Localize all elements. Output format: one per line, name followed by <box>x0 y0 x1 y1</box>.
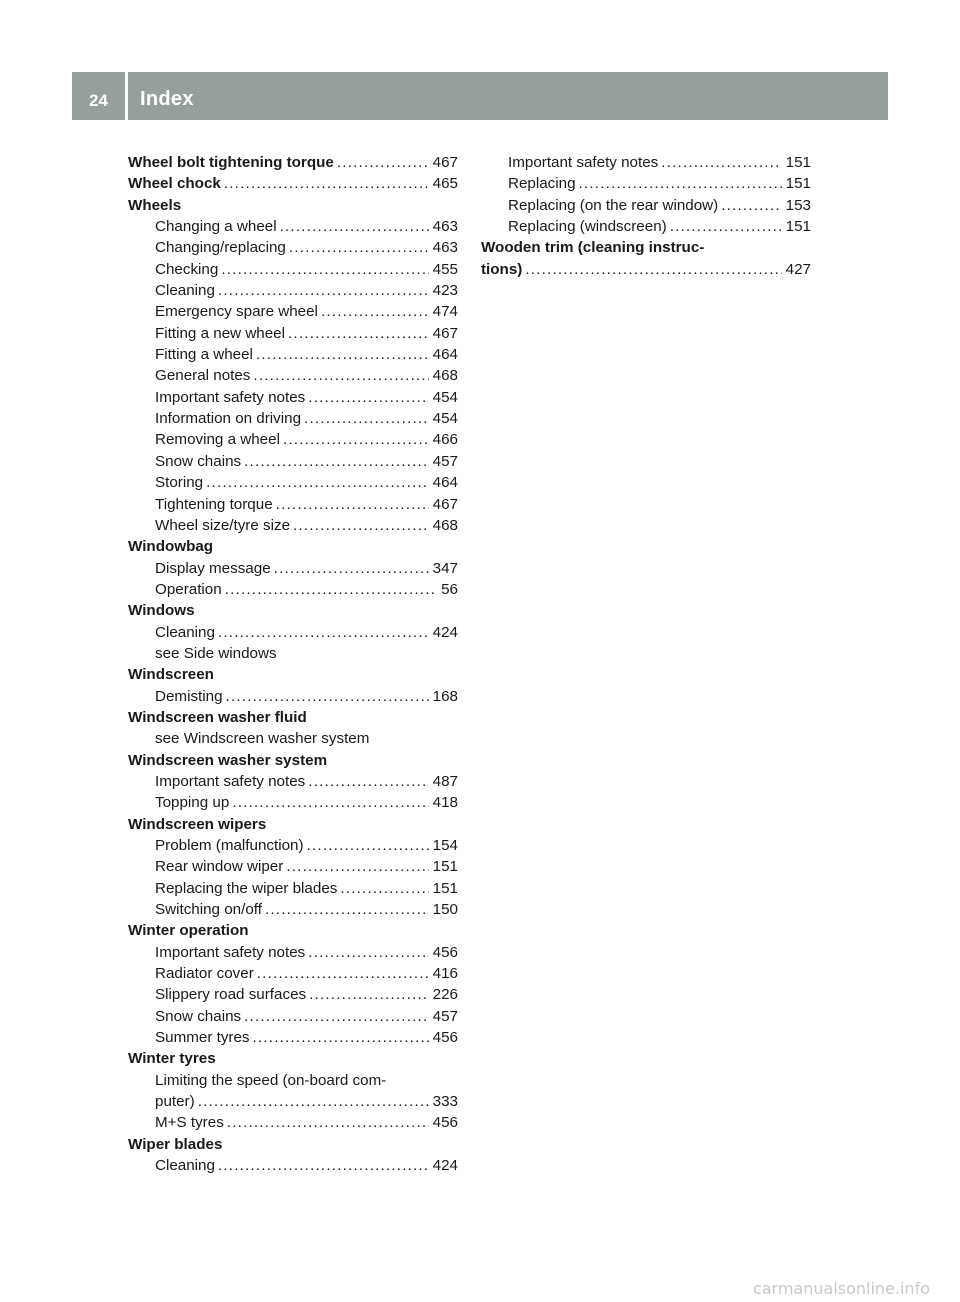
leader-dots <box>232 792 428 813</box>
index-subentry[interactable] <box>128 237 458 258</box>
leader-dots <box>308 387 428 408</box>
leader-dots <box>226 686 429 707</box>
page-reference[interactable]: 151 <box>785 218 811 236</box>
entry-label: Fitting a wheel <box>155 346 253 364</box>
page-reference[interactable]: 474 <box>432 303 458 321</box>
index-subentry[interactable] <box>128 878 458 899</box>
entry-label: Windowbag <box>128 538 214 556</box>
entry-label: Radiator cover <box>155 965 254 983</box>
entry-label: Windscreen <box>128 666 214 684</box>
leader-dots <box>288 323 429 344</box>
index-subentry[interactable] <box>128 792 458 813</box>
page-reference[interactable]: 347 <box>432 559 458 577</box>
index-subentry <box>128 1070 458 1091</box>
index-subentry[interactable] <box>481 173 811 194</box>
header-bar <box>72 72 888 120</box>
page-reference[interactable]: 424 <box>432 623 458 641</box>
page-reference[interactable]: 456 <box>432 1029 458 1047</box>
index-heading <box>481 237 811 258</box>
leader-dots <box>257 963 429 984</box>
entry-label: Windscreen wipers <box>128 815 267 833</box>
index-subentry[interactable] <box>128 984 458 1005</box>
index-subentry[interactable] <box>128 344 458 365</box>
index-subentry[interactable] <box>481 195 811 216</box>
entry-label: Replacing (windscreen) <box>508 218 667 236</box>
entry-label: Removing a wheel <box>155 431 280 449</box>
page-reference[interactable]: 454 <box>432 410 458 428</box>
index-heading <box>128 600 458 621</box>
entry-label: Replacing (on the rear window) <box>508 196 719 214</box>
page-reference[interactable]: 454 <box>432 388 458 406</box>
index-subentry <box>128 643 458 664</box>
page-reference[interactable]: 150 <box>432 901 458 919</box>
entry-label: Changing a wheel <box>155 218 277 236</box>
leader-dots <box>286 856 428 877</box>
entry-label: Winter operation <box>128 922 249 940</box>
entry-label: puter) <box>155 1093 195 1111</box>
page-reference[interactable]: 465 <box>432 175 458 193</box>
entry-label: Display message <box>155 559 271 577</box>
page-reference[interactable]: 424 <box>432 1157 458 1175</box>
page-reference[interactable]: 456 <box>432 943 458 961</box>
leader-dots <box>309 984 429 1005</box>
leader-dots <box>304 408 429 429</box>
leader-dots <box>198 1091 429 1112</box>
index-subentry[interactable] <box>128 472 458 493</box>
entry-label: Changing/replacing <box>155 239 286 257</box>
page-reference[interactable]: 168 <box>432 687 458 705</box>
entry-label: Emergency spare wheel <box>155 303 318 321</box>
index-subentry[interactable] <box>128 579 458 600</box>
entry-label: Information on driving <box>155 410 302 428</box>
page-reference[interactable]: 467 <box>432 495 458 513</box>
index-heading[interactable] <box>128 152 458 173</box>
index-subentry[interactable] <box>128 387 458 408</box>
entry-label: Snow chains <box>155 1007 242 1025</box>
entry-label: Replacing <box>508 175 576 193</box>
index-column-right <box>481 152 811 280</box>
index-heading <box>128 195 458 216</box>
leader-dots <box>337 152 429 173</box>
entry-label: M+S tyres <box>155 1114 224 1132</box>
index-subentry[interactable] <box>481 216 811 237</box>
entry-label: Wheel chock <box>128 175 221 193</box>
entry-label: Rear window wiper <box>155 858 284 876</box>
entry-label: Cleaning <box>155 1157 215 1175</box>
page-reference[interactable]: 151 <box>785 154 811 171</box>
entry-label: Tightening torque <box>155 495 273 513</box>
entry-label: tions) <box>481 260 523 278</box>
index-heading <box>128 1134 458 1155</box>
entry-label: Wiper blades <box>128 1135 223 1153</box>
entry-label: Windscreen washer system <box>128 751 328 769</box>
page-reference[interactable]: 154 <box>432 837 458 854</box>
entry-label: see Windscreen washer system <box>155 730 370 748</box>
index-subentry[interactable] <box>128 558 458 579</box>
index-subentry[interactable] <box>128 1155 458 1176</box>
leader-dots <box>321 301 429 322</box>
index-column-left <box>128 152 458 1177</box>
index-subentry[interactable] <box>128 899 458 920</box>
index-subentry[interactable] <box>128 963 458 984</box>
page-number: 24 <box>89 91 108 110</box>
entry-label: Wheels <box>128 196 182 214</box>
index-heading <box>128 920 458 941</box>
leader-dots <box>525 259 781 280</box>
page-reference[interactable]: 226 <box>432 986 458 1004</box>
entry-label: Wheel size/tyre size <box>155 516 291 534</box>
entry-label: General notes <box>155 367 251 385</box>
page-reference[interactable]: 56 <box>441 580 458 598</box>
index-heading[interactable] <box>481 259 811 280</box>
entry-label: Storing <box>155 474 204 492</box>
page-reference[interactable]: 456 <box>432 1114 458 1132</box>
index-heading[interactable] <box>128 173 458 194</box>
leader-dots <box>253 365 428 386</box>
leader-dots <box>308 771 428 792</box>
leader-dots <box>227 1112 429 1133</box>
index-subentry[interactable] <box>128 280 458 301</box>
leader-dots <box>308 942 428 963</box>
leader-dots <box>244 451 429 472</box>
page-reference[interactable]: 463 <box>432 239 458 257</box>
leader-dots <box>293 515 429 536</box>
index-subentry[interactable] <box>128 429 458 450</box>
leader-dots <box>221 259 428 280</box>
entry-label: Important safety notes <box>155 388 306 406</box>
watermark: carmanualsonline.info <box>752 1279 930 1298</box>
entry-label: Wheel bolt tightening torque <box>128 154 334 171</box>
entry-label: Wooden trim (cleaning instruc- <box>481 239 705 257</box>
index-subentry[interactable] <box>128 1091 458 1112</box>
index-subentry[interactable] <box>128 408 458 429</box>
index-subentry[interactable] <box>128 771 458 792</box>
entry-label: Fitting a new wheel <box>155 324 286 342</box>
index-subentry[interactable] <box>128 216 458 237</box>
entry-label: Important safety notes <box>155 772 306 790</box>
entry-label: see Side windows <box>155 644 277 662</box>
leader-dots <box>256 344 429 365</box>
leader-dots <box>276 494 429 515</box>
page-reference[interactable]: 151 <box>432 879 458 897</box>
page-reference[interactable]: 333 <box>432 1093 458 1111</box>
entry-label: Slippery road surfaces <box>155 986 307 1004</box>
leader-dots <box>340 878 428 899</box>
leader-dots <box>661 152 781 173</box>
index-subentry[interactable] <box>128 856 458 877</box>
index-subentry[interactable] <box>481 152 811 173</box>
header-divider <box>125 72 128 120</box>
page-reference[interactable]: 151 <box>432 858 458 876</box>
page-reference[interactable]: 455 <box>432 260 458 278</box>
entry-label: Operation <box>155 580 222 598</box>
leader-dots <box>670 216 782 237</box>
entry-label: Windscreen washer fluid <box>128 708 307 726</box>
leader-dots <box>224 173 429 194</box>
leader-dots <box>280 216 429 237</box>
leader-dots <box>265 899 429 920</box>
index-subentry[interactable] <box>128 686 458 707</box>
page-reference[interactable]: 463 <box>432 218 458 236</box>
index-subentry[interactable] <box>128 1112 458 1133</box>
page-reference[interactable]: 467 <box>432 324 458 342</box>
page-reference[interactable]: 468 <box>432 516 458 534</box>
leader-dots <box>579 173 782 194</box>
page-reference[interactable]: 464 <box>432 474 458 492</box>
index-subentry[interactable] <box>128 494 458 515</box>
leader-dots <box>253 1027 429 1048</box>
entry-label: Important safety notes <box>155 943 306 961</box>
entry-label: Summer tyres <box>155 1029 250 1047</box>
index-heading <box>128 664 458 685</box>
page-reference[interactable]: 153 <box>785 196 811 214</box>
entry-label: Switching on/off <box>155 901 262 919</box>
page-reference[interactable]: 487 <box>432 772 458 790</box>
page-reference[interactable]: 457 <box>432 1007 458 1025</box>
page-reference[interactable]: 464 <box>432 346 458 364</box>
index-heading <box>128 1048 458 1069</box>
leader-dots <box>225 579 437 600</box>
entry-label: Checking <box>155 260 219 278</box>
leader-dots <box>244 1006 429 1027</box>
index-heading <box>128 707 458 728</box>
entry-label: Topping up <box>155 794 230 812</box>
entry-label: Limiting the speed (on-board com- <box>155 1071 387 1089</box>
index-subentry <box>128 728 458 749</box>
index-subentry[interactable] <box>128 301 458 322</box>
page-reference[interactable]: 423 <box>432 282 458 300</box>
entry-label: Winter tyres <box>128 1050 216 1068</box>
page-reference[interactable]: 416 <box>432 965 458 983</box>
leader-dots <box>218 1155 429 1176</box>
leader-dots <box>721 195 781 216</box>
index-subentry[interactable] <box>128 259 458 280</box>
page-reference[interactable]: 468 <box>432 367 458 385</box>
entry-label: Cleaning <box>155 282 215 300</box>
leader-dots <box>206 472 429 493</box>
page-reference[interactable]: 418 <box>432 794 458 812</box>
index-subentry[interactable] <box>128 942 458 963</box>
entry-label: Demisting <box>155 687 223 705</box>
entry-label: Replacing the wiper blades <box>155 879 338 897</box>
index-subentry[interactable] <box>128 835 458 856</box>
leader-dots <box>274 558 429 579</box>
index-subentry[interactable] <box>128 451 458 472</box>
index-subentry[interactable] <box>128 365 458 386</box>
index-subentry[interactable] <box>128 323 458 344</box>
index-heading <box>128 536 458 557</box>
index-heading <box>128 814 458 835</box>
leader-dots <box>307 835 429 856</box>
entry-label: Windows <box>128 602 195 620</box>
index-subentry[interactable] <box>128 1027 458 1048</box>
leader-dots <box>218 622 429 643</box>
index-heading <box>128 750 458 771</box>
page-reference[interactable]: 151 <box>785 175 811 193</box>
page-reference[interactable]: 457 <box>432 452 458 470</box>
page-reference[interactable]: 467 <box>432 154 458 171</box>
section-title: Index <box>140 88 194 110</box>
index-subentry[interactable] <box>128 622 458 643</box>
entry-label: Cleaning <box>155 623 215 641</box>
page-reference[interactable]: 427 <box>785 260 811 278</box>
index-subentry[interactable] <box>128 1006 458 1027</box>
entry-label: Problem (malfunction) <box>155 837 304 854</box>
page-reference[interactable]: 466 <box>432 431 458 449</box>
entry-label: Snow chains <box>155 452 242 470</box>
leader-dots <box>218 280 429 301</box>
leader-dots <box>289 237 429 258</box>
entry-label: Important safety notes <box>508 154 659 171</box>
leader-dots <box>283 429 429 450</box>
index-subentry[interactable] <box>128 515 458 536</box>
